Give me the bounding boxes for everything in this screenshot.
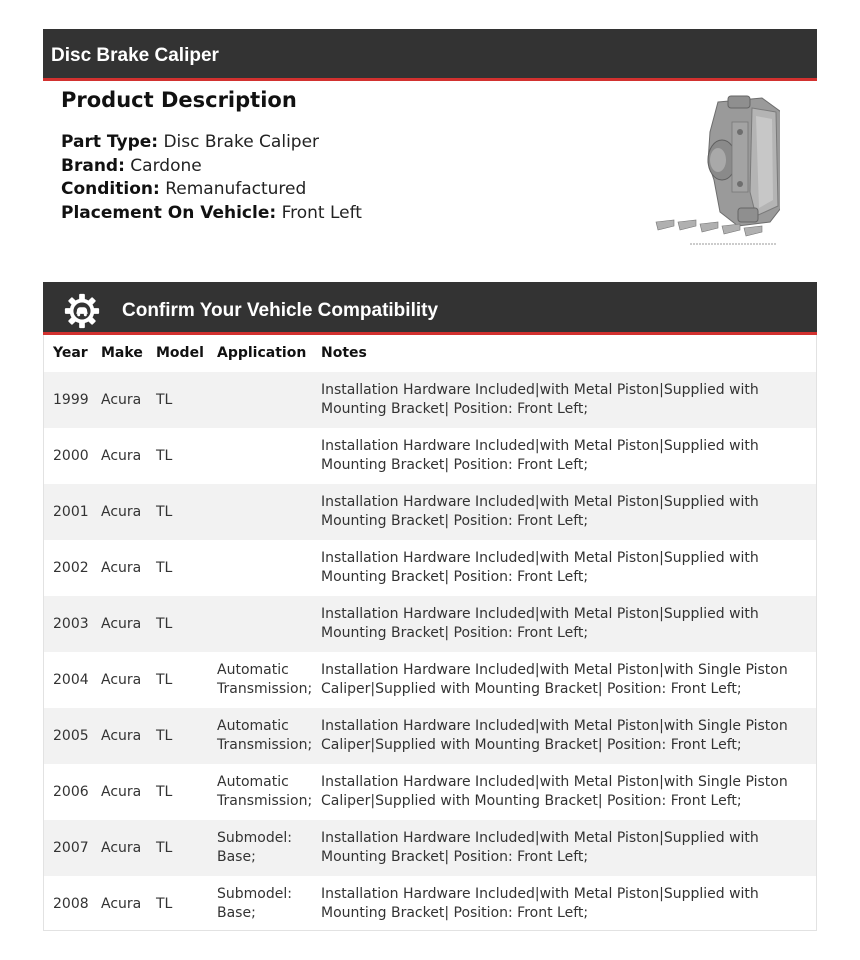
table-row: [44, 876, 816, 932]
cell-notes: Installation Hardware Included|with Metal Piston|Supplied with Mounting Bracket| Position: Front Left;: [321, 494, 759, 529]
cell-make: Acura: [101, 728, 142, 744]
compatibility-banner: [43, 282, 817, 335]
column-header-year: Year: [53, 345, 88, 361]
cell-make: Acura: [101, 504, 142, 520]
product-description: [61, 86, 362, 225]
table-row: [44, 652, 816, 708]
cell-year: 1999: [53, 392, 89, 408]
table-row: [44, 428, 816, 484]
cell-make: Acura: [101, 392, 142, 408]
table-row: [44, 540, 816, 596]
table-row: [44, 820, 816, 876]
cell-year: 2000: [53, 448, 89, 464]
cell-year: 2004: [53, 672, 89, 688]
cell-year: 2006: [53, 784, 89, 800]
cell-application: Submodel: Base;: [217, 886, 292, 921]
part-type-value: Disc Brake Caliper: [163, 132, 320, 152]
cell-notes: Installation Hardware Included|with Metal Piston|Supplied with Mounting Bracket| Position: Front Left;: [321, 606, 759, 641]
column-header-model: Model: [156, 345, 204, 361]
cell-model: TL: [156, 672, 173, 688]
table-row: [44, 764, 816, 820]
placement-label: Placement On Vehicle:: [61, 202, 277, 223]
brake-caliper-image: [652, 92, 780, 250]
cell-notes: Installation Hardware Included|with Metal Piston|Supplied with Mounting Bracket| Position: Front Left;: [321, 382, 759, 417]
cell-application: Automatic Transmission;: [217, 662, 313, 697]
cell-notes: Installation Hardware Included|with Metal Piston|Supplied with Mounting Bracket| Position: Front Left;: [321, 438, 759, 473]
cell-make: Acura: [101, 784, 142, 800]
table-row: [44, 372, 816, 428]
page-title: Disc Brake Caliper: [51, 45, 219, 66]
cell-model: TL: [156, 896, 173, 912]
brand-value: Cardone: [130, 155, 202, 176]
cell-year: 2002: [53, 560, 89, 576]
cell-model: TL: [156, 392, 173, 408]
cell-model: TL: [156, 784, 173, 800]
cell-make: Acura: [101, 448, 142, 464]
cell-make: Acura: [101, 672, 142, 688]
cell-model: TL: [156, 504, 173, 520]
cell-model: TL: [156, 840, 173, 856]
cell-notes: Installation Hardware Included|with Metal Piston|Supplied with Mounting Bracket| Position: Front Left;: [321, 550, 759, 585]
table-header: [44, 335, 816, 372]
gear-car-icon: [63, 292, 101, 330]
cell-notes: Installation Hardware Included|with Metal Piston|Supplied with Mounting Bracket| Position: Front Left;: [321, 886, 759, 921]
part-type-row: [61, 131, 362, 155]
cell-application: Submodel: Base;: [217, 830, 292, 865]
column-header-application: Application: [217, 345, 307, 361]
table-row: [44, 708, 816, 764]
cell-application: Automatic Transmission;: [217, 718, 313, 753]
cell-model: TL: [156, 616, 173, 632]
cell-year: 2007: [53, 840, 89, 856]
condition-row: [61, 178, 362, 202]
cell-make: Acura: [101, 616, 142, 632]
cell-year: 2005: [53, 728, 89, 744]
cell-model: TL: [156, 448, 173, 464]
condition-value: Remanufactured: [165, 179, 307, 199]
part-type-label: Part Type:: [61, 132, 159, 152]
brand-row: [61, 155, 362, 179]
placement-row: [61, 202, 362, 226]
placement-value: Front Left: [281, 202, 362, 223]
table-row: [44, 596, 816, 652]
product-description-heading: Product Description: [61, 88, 297, 112]
cell-notes: Installation Hardware Included|with Metal Piston|Supplied with Mounting Bracket| Position: Front Left;: [321, 830, 759, 865]
cell-make: Acura: [101, 560, 142, 576]
cell-year: 2001: [53, 504, 89, 520]
condition-label: Condition:: [61, 179, 160, 199]
compatibility-table: [43, 335, 817, 931]
column-header-notes: Notes: [321, 345, 367, 361]
cell-notes: Installation Hardware Included|with Metal Piston|with Single Piston Caliper|Supplied with Mounting Bracket| Position: Front Left;: [321, 718, 788, 753]
brand-label: Brand:: [61, 155, 125, 176]
cell-make: Acura: [101, 896, 142, 912]
table-row: [44, 484, 816, 540]
cell-model: TL: [156, 560, 173, 576]
compatibility-title: Confirm Your Vehicle Compatibility: [122, 300, 439, 321]
table-body: [44, 372, 816, 932]
cell-notes: Installation Hardware Included|with Metal Piston|with Single Piston Caliper|Supplied with Mounting Bracket| Position: Front Left;: [321, 662, 788, 697]
cell-year: 2008: [53, 896, 89, 912]
cell-notes: Installation Hardware Included|with Metal Piston|with Single Piston Caliper|Supplied with Mounting Bracket| Position: Front Left;: [321, 774, 788, 809]
cell-model: TL: [156, 728, 173, 744]
cell-make: Acura: [101, 840, 142, 856]
column-header-make: Make: [101, 345, 143, 361]
title-banner: [43, 29, 817, 81]
cell-year: 2003: [53, 616, 89, 632]
cell-application: Automatic Transmission;: [217, 774, 313, 809]
